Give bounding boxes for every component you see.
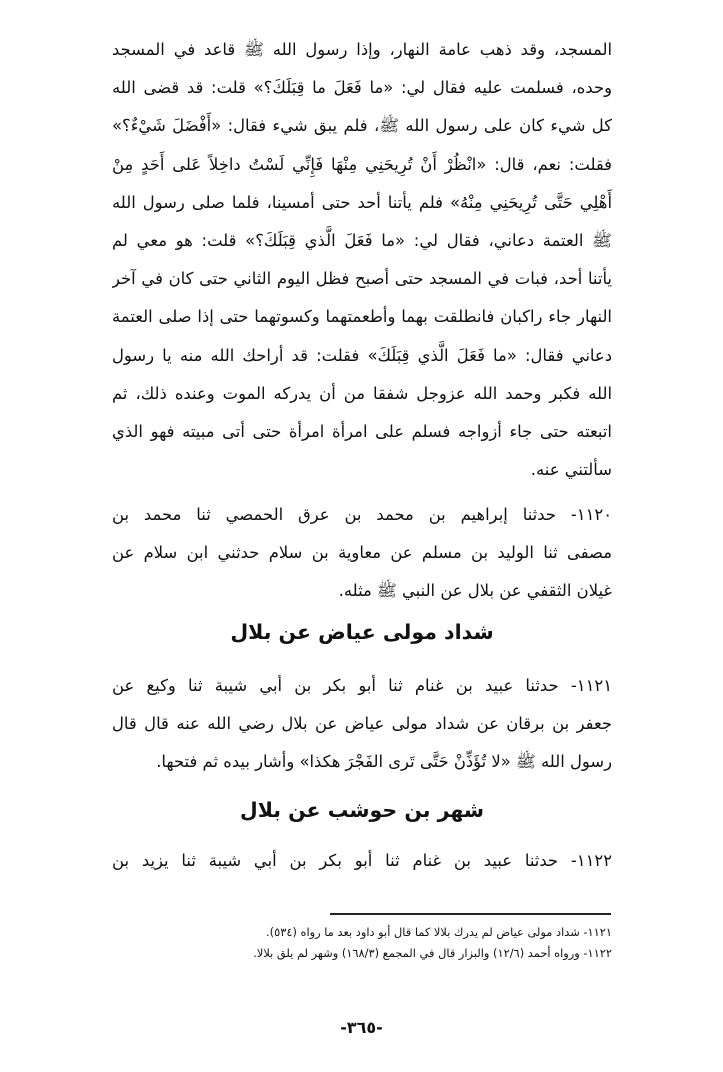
footnotes [145, 922, 612, 964]
text-line: غيلان الثقفي عن بلال عن النبي ﷺ مثله. [338, 581, 612, 601]
text-line: وحده، فسلمت عليه فقال لي: «ما فَعَلَ ما قِبَلَكَ؟» قلت: قد قضى الله [112, 78, 612, 98]
text-line: ١١٢٢- حدثنا عبيد بن غنام ثنا أبو بكر بن أبي شيبة ثنا يزيد بن [112, 851, 612, 870]
text-line: رسول الله ﷺ «لا تُؤَذِّنْ حَتَّى تَرى الفَجْرَ هكذا» وأشار بيده ثم فتحها. [156, 752, 612, 772]
footnote-1122: ١١٢٢- ورواه أحمد (١٢/٦) والبزار قال في المجمع (١٦٨/٣) وشهر لم يلق بلالا. [253, 946, 612, 960]
text-line: جعفر بن برقان عن شداد مولى عياض عن بلال رضي الله عنه قال قال [112, 714, 612, 734]
text-line: اتبعته حتى جاء أزواجه فسلم على امرأة امرأة حتى أتى مبيته فهو الذي [112, 421, 612, 441]
hadith-1119-continuation [112, 31, 612, 489]
text-line: كل شيء كان على رسول الله ﷺ، فلم يبق شيء فقال: «أَفْضَلَ شَيْءٌ؟» [112, 116, 612, 136]
text-line: ١١٢١- حدثنا عبيد بن غنام ثنا أبو بكر بن أبي شيبة ثنا وكيع عن [112, 676, 612, 695]
text-line: يأتنا أحد، فبات في المسجد حتى أصبح فظل اليوم الثاني حتى كان في آخر [112, 269, 612, 289]
text-line: ١١٢٠- حدثنا إبراهيم بن محمد بن عرق الحمصي ثنا محمد بن [112, 505, 612, 524]
page-number: -٣٦٥- [340, 1018, 383, 1037]
text-line: النهار جاء راكبان فانطلقت بهما وأطعمتهما وكسوتهما حتى إذا صلى العتمة [112, 307, 612, 327]
text-line: فقلت: نعم، قال: «انْظُرْ أَنْ تُرِيحَنِي مِنْهَا فَإِنِّي لَسْتُ داخِلاً عَلى أَحَدٍ مِنْ [112, 154, 612, 174]
text-line: المسجد، وقد ذهب عامة النهار، وإذا رسول الله ﷺ قاعد في المسجد [112, 40, 612, 59]
section-heading-shaddad: شداد مولى عياض عن بلال [230, 620, 494, 644]
section-heading-shahr: شهر بن حوشب عن بلال [239, 798, 485, 822]
hadith-1120 [112, 496, 612, 611]
text-line: مصفى ثنا الوليد بن مسلم عن معاوية بن سلام حدثني ابن سلام عن [112, 543, 612, 563]
footnote-1121: ١١٢١- شداد مولى عياض لم يدرك بلالا كما قال أبو داود بعد ما رواه (٥٣٤). [266, 925, 612, 939]
footnote-divider [330, 913, 611, 915]
text-line: أَهْلِي حَتَّى تُرِيحَنِي مِنْهُ» فلم يأتنا أحد حتى أمسينا، فلما صلى رسول الله [112, 192, 612, 212]
hadith-1121 [112, 667, 612, 782]
text-line: سألتني عنه. [530, 460, 612, 480]
text-line: الله فكبر وحمد الله عزوجل شفقا من أن يدركه الموت وعنده ذلك، ثم [112, 383, 612, 403]
hadith-1122 [112, 842, 612, 880]
text-line: ﷺ العتمة دعاني، فقال لي: «ما فَعَلَ الَّذي قِبَلَكَ؟» قلت: هو معي لم [112, 230, 612, 250]
text-line: دعاني فقال: «ما فَعَلَ الَّذي قِبَلَكَ» فقلت: قد أراحك الله منه يا رسول [112, 345, 612, 365]
